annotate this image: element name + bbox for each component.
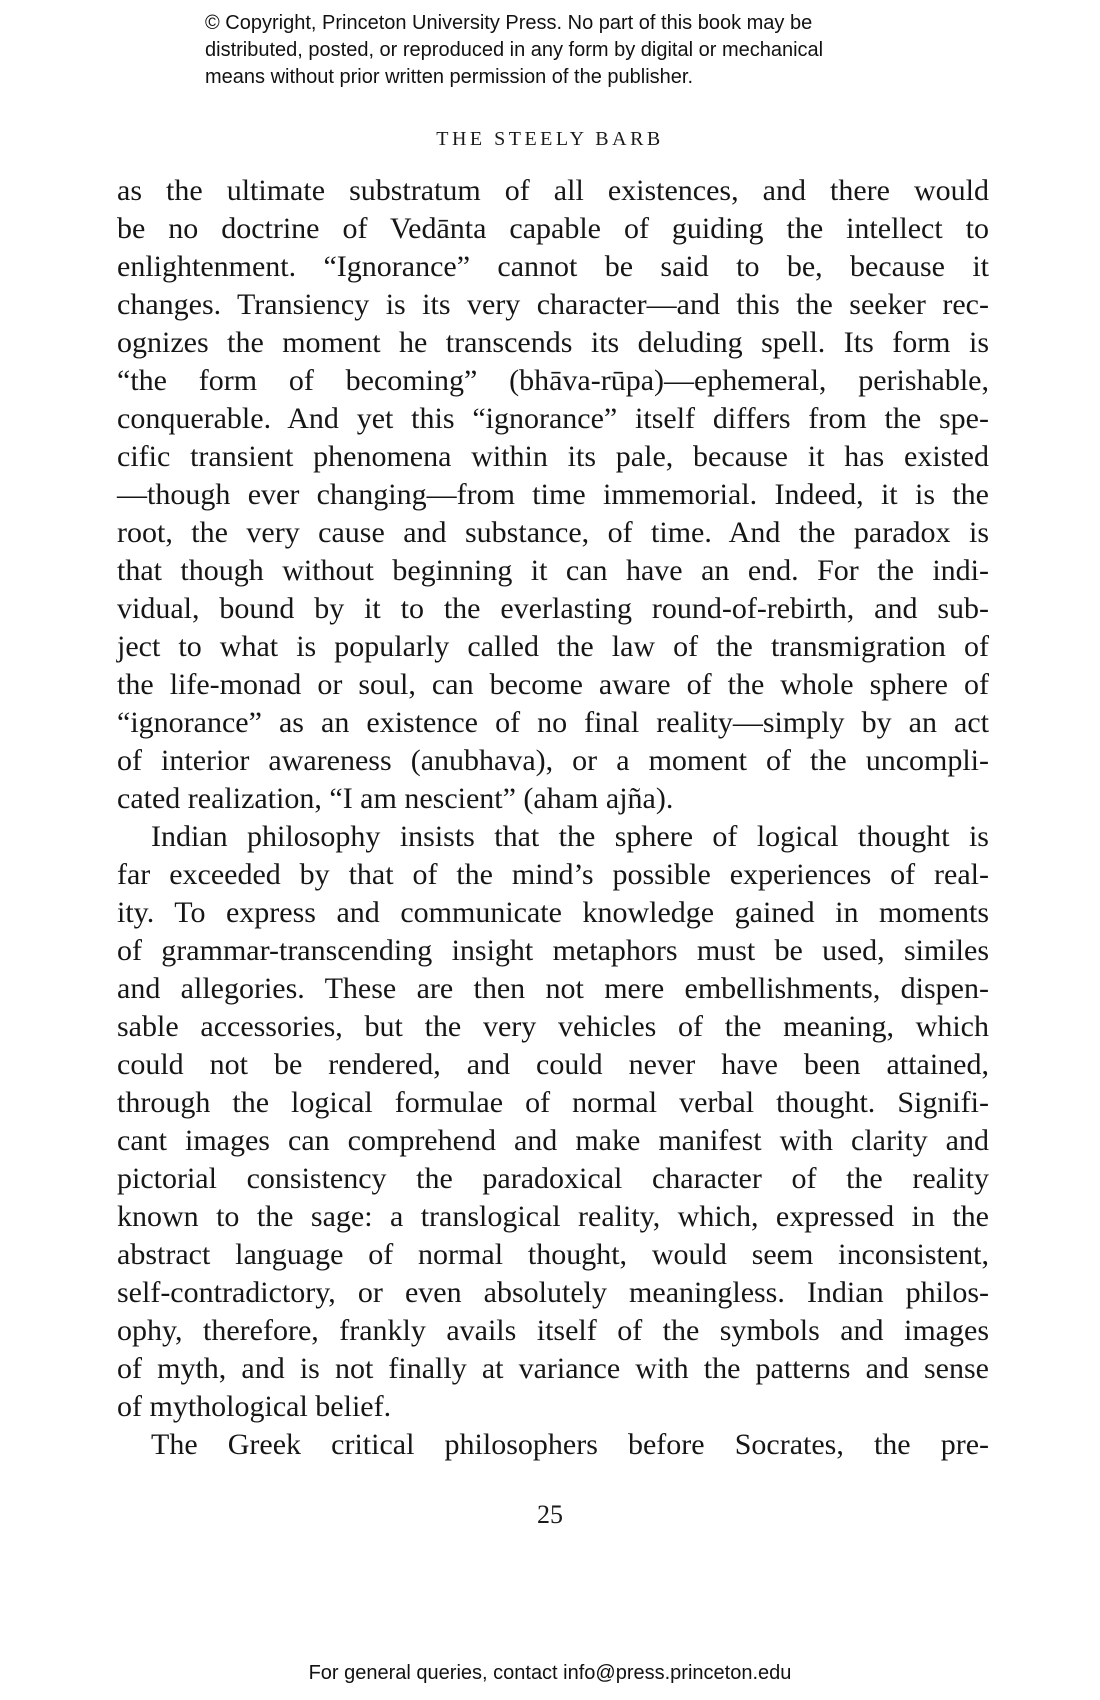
text-line: known to the sage: a translogical reality, which, expressed in the xyxy=(117,1200,989,1233)
text-line: of myth, and is not finally at variance with the patterns and sense xyxy=(117,1352,989,1385)
text-line: conquerable. And yet this “ignorance” itself differs from the spe- xyxy=(117,402,989,435)
text-line: “the form of becoming” (bhāva-rūpa)—ephemeral, perishable, xyxy=(117,364,989,397)
text-line: of grammar-transcending insight metaphors must be used, similes xyxy=(117,934,989,967)
text-line: as the ultimate substratum of all existences, and there would xyxy=(117,174,989,207)
text-line: enlightenment. “Ignorance” cannot be said to be, because it xyxy=(117,250,989,283)
text-line: sable accessories, but the very vehicles of the meaning, which xyxy=(117,1010,989,1043)
text-line: abstract language of normal thought, would seem inconsistent, xyxy=(117,1238,989,1271)
text-line: ity. To express and communicate knowledge gained in moments xyxy=(117,896,989,929)
copyright-line: distributed, posted, or reproduced in any form by digital or mechanical xyxy=(205,39,824,61)
text-line: ject to what is popularly called the law of the transmigration of xyxy=(117,630,989,663)
text-line: vidual, bound by it to the everlasting round-of-rebirth, and sub- xyxy=(117,592,989,625)
text-line: cific transient phenomena within its pale, because it has existed xyxy=(117,440,989,473)
text-line: cant images can comprehend and make manifest with clarity and xyxy=(117,1124,989,1157)
text-line: —though ever changing—from time immemorial. Indeed, it is the xyxy=(117,478,989,511)
copyright-line: means without prior written permission of the publisher. xyxy=(205,66,694,88)
text-line: ophy, therefore, frankly avails itself of the symbols and images xyxy=(117,1314,989,1347)
text-line: Indian philosophy insists that the sphere of logical thought is xyxy=(151,820,989,853)
running-head: THE STEELY BARB xyxy=(436,128,664,150)
page-number: 25 xyxy=(537,1500,563,1529)
text-line: ognizes the moment he transcends its deluding spell. Its form is xyxy=(117,326,989,359)
text-line: root, the very cause and substance, of time. And the paradox is xyxy=(117,516,989,549)
copyright-notice xyxy=(205,10,925,91)
text-line: of mythological belief. xyxy=(117,1390,392,1423)
text-line: self-contradictory, or even absolutely meaningless. Indian philos- xyxy=(117,1276,989,1309)
text-line: cated realization, “I am nescient” (aham ajña). xyxy=(117,782,674,815)
text-line: and allegories. These are then not mere embellishments, dispen- xyxy=(117,972,989,1005)
text-line: pictorial consistency the paradoxical character of the reality xyxy=(117,1162,989,1195)
text-line: changes. Transiency is its very character—and this the seeker rec- xyxy=(117,288,989,321)
text-line: The Greek critical philosophers before Socrates, the pre- xyxy=(151,1428,989,1461)
text-line: be no doctrine of Vedānta capable of guiding the intellect to xyxy=(117,212,989,245)
text-line: through the logical formulae of normal verbal thought. Signifi- xyxy=(117,1086,989,1119)
text-line: far exceeded by that of the mind’s possible experiences of real- xyxy=(117,858,989,891)
text-line: that though without beginning it can have an end. For the indi- xyxy=(117,554,989,587)
text-line: “ignorance” as an existence of no final reality—simply by an act xyxy=(117,706,989,739)
text-line: of interior awareness (anubhava), or a moment of the uncompli- xyxy=(117,744,989,777)
body-text xyxy=(117,172,989,1464)
text-line: could not be rendered, and could never have been attained, xyxy=(117,1048,989,1081)
text-line: the life-monad or soul, can become aware of the whole sphere of xyxy=(117,668,989,701)
footer-contact-note: For general queries, contact info@press.princeton.edu xyxy=(308,1662,792,1684)
copyright-line: © Copyright, Princeton University Press. No part of this book may be xyxy=(205,12,813,34)
